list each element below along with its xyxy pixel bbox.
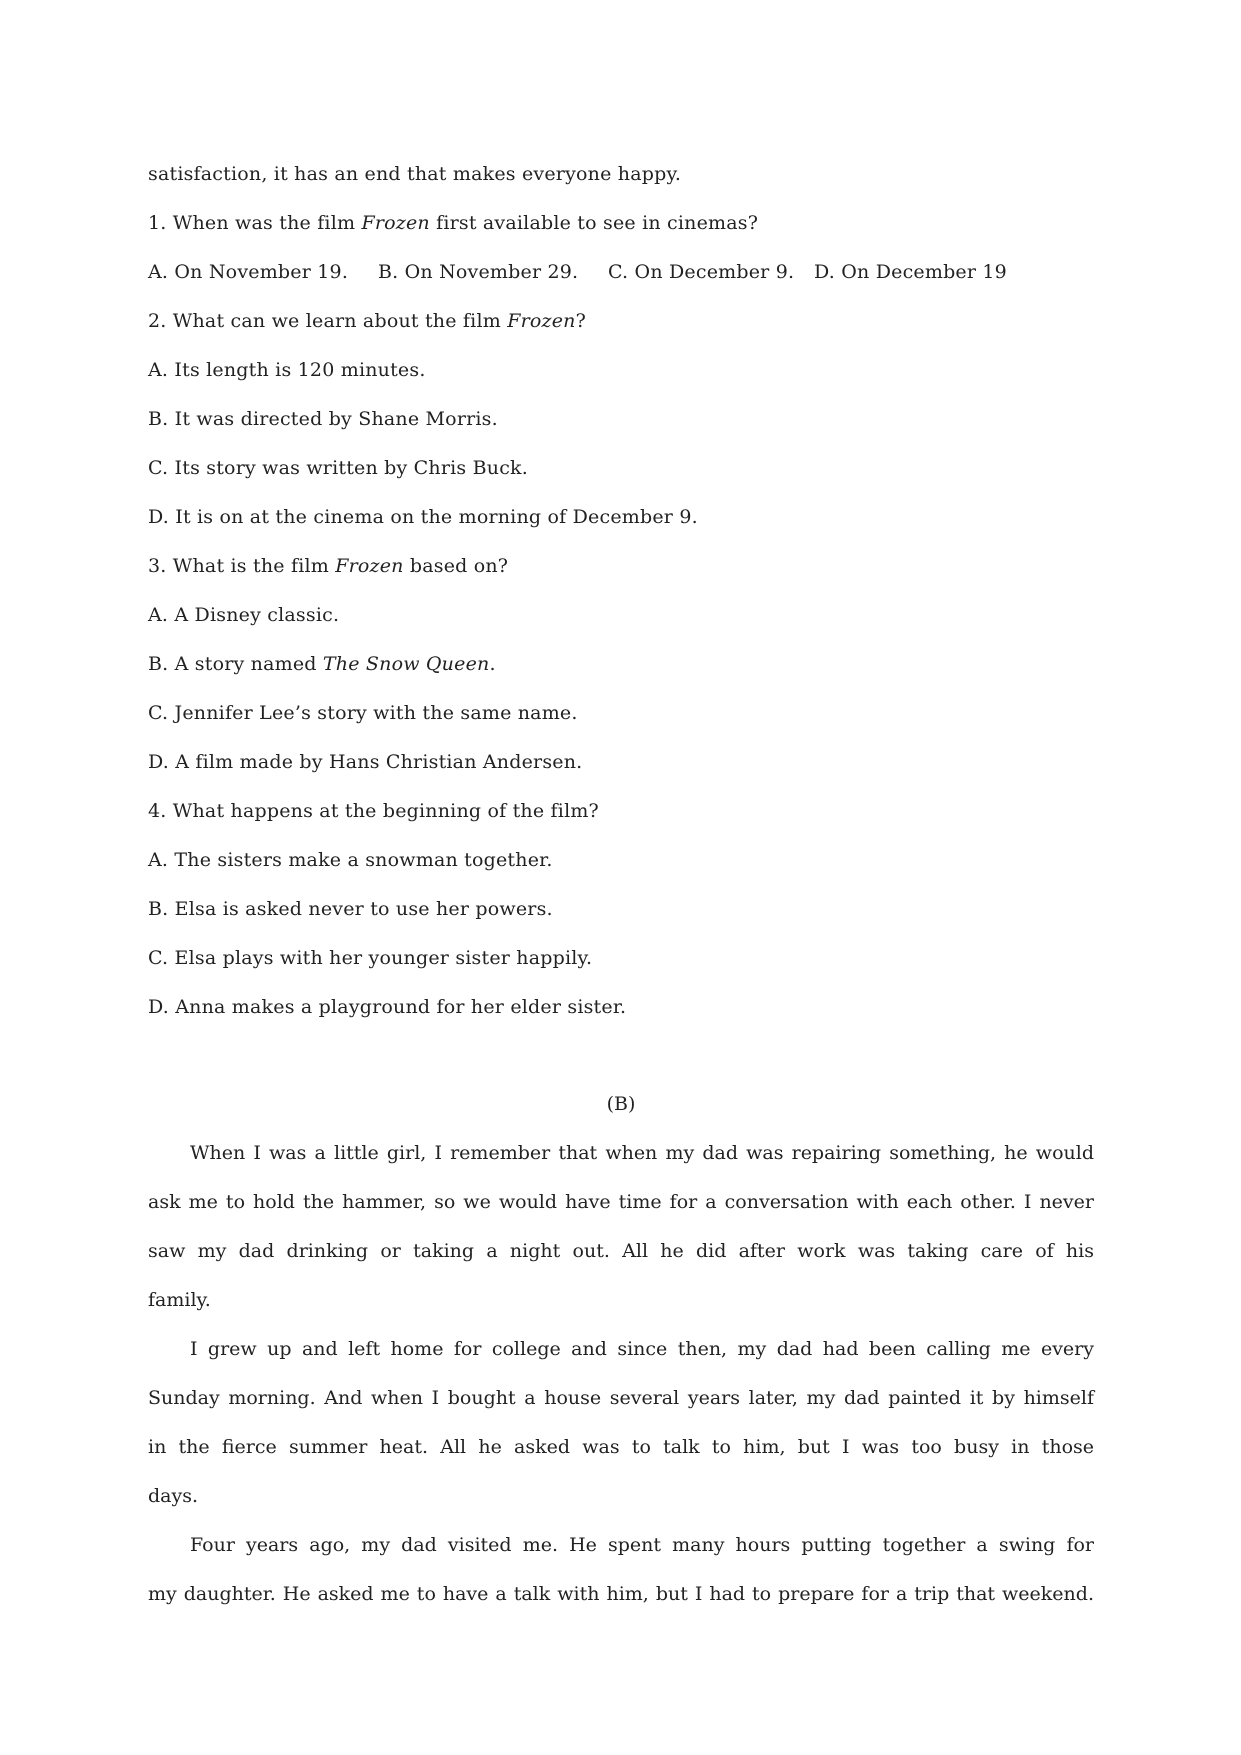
passage-line: in the fierce summer heat. All he asked was to talk to him, but I was too busy in those [148,1436,1094,1458]
question-title-italic: Frozen [507,310,576,332]
option-c: C. Its story was written by Chris Buck. [148,457,528,479]
passage-line: saw my dad drinking or taking a night out. All he did after work was taking care of his [148,1240,1094,1262]
option-b: B. It was directed by Shane Morris. [148,408,498,430]
passage-line: family. [148,1289,211,1311]
story-title-italic: The Snow Queen [322,653,490,675]
passage-line: ask me to hold the hammer, so we would have time for a conversation with each other. I never [148,1191,1094,1213]
question-text: 2. What can we learn about the film [148,310,508,332]
passage-paragraph-3 [148,1521,1094,1619]
question-text: ? [575,310,586,332]
option-a: A. Its length is 120 minutes. [148,359,426,381]
question-title-italic: Frozen [335,555,404,577]
option-d: D. Anna makes a playground for her elder sister. [148,996,627,1018]
passage-line: When I was a little girl, I remember that when my dad was repairing something, he would [190,1142,1094,1164]
option-b: B. Elsa is asked never to use her powers. [148,898,553,920]
passage-line: days. [148,1485,199,1507]
document-page [148,150,1094,1619]
passage-line: Four years ago, my dad visited me. He spent many hours putting together a swing for [190,1534,1094,1556]
option-b [148,640,1094,689]
question-3 [148,542,1094,591]
question-title-italic: Frozen [361,212,430,234]
option-a: A. The sisters make a snowman together. [148,849,553,871]
option-c: C. Jennifer Lee’s story with the same name. [148,702,578,724]
option-c: C. Elsa plays with her younger sister happily. [148,947,593,969]
question-1 [148,199,1094,248]
previous-passage-tail: satisfaction, it has an end that makes everyone happy. [148,163,682,185]
question-1-options [148,248,1094,297]
question-4: 4. What happens at the beginning of the film? [148,800,599,822]
passage-line: I grew up and left home for college and since then, my dad had been calling me every [190,1338,1094,1360]
option-d: D. It is on at the cinema on the morning of December 9. [148,506,698,528]
option-d: D. On December 19 [814,261,1007,283]
question-2 [148,297,1094,346]
passage-line: Sunday morning. And when I bought a house several years later, my dad painted it by himself [148,1387,1094,1409]
question-text: first available to see in cinemas? [429,212,759,234]
question-text: 1. When was the film [148,212,362,234]
option-d: D. A film made by Hans Christian Andersen. [148,751,583,773]
question-text: 3. What is the film [148,555,336,577]
option-b: B. On November 29. [378,261,579,283]
option-a: A. A Disney classic. [148,604,340,626]
option-a: A. On November 19. [148,261,349,283]
option-text: . [489,653,496,675]
section-title: (B) [606,1093,636,1115]
passage-line: my daughter. He asked me to have a talk with him, but I had to prepare for a trip that weekend. [148,1583,1094,1605]
option-c: C. On December 9. [608,261,795,283]
option-text: B. A story named [148,653,323,675]
passage-paragraph-2 [148,1325,1094,1521]
passage-paragraph-1 [148,1129,1094,1325]
question-text: based on? [403,555,509,577]
